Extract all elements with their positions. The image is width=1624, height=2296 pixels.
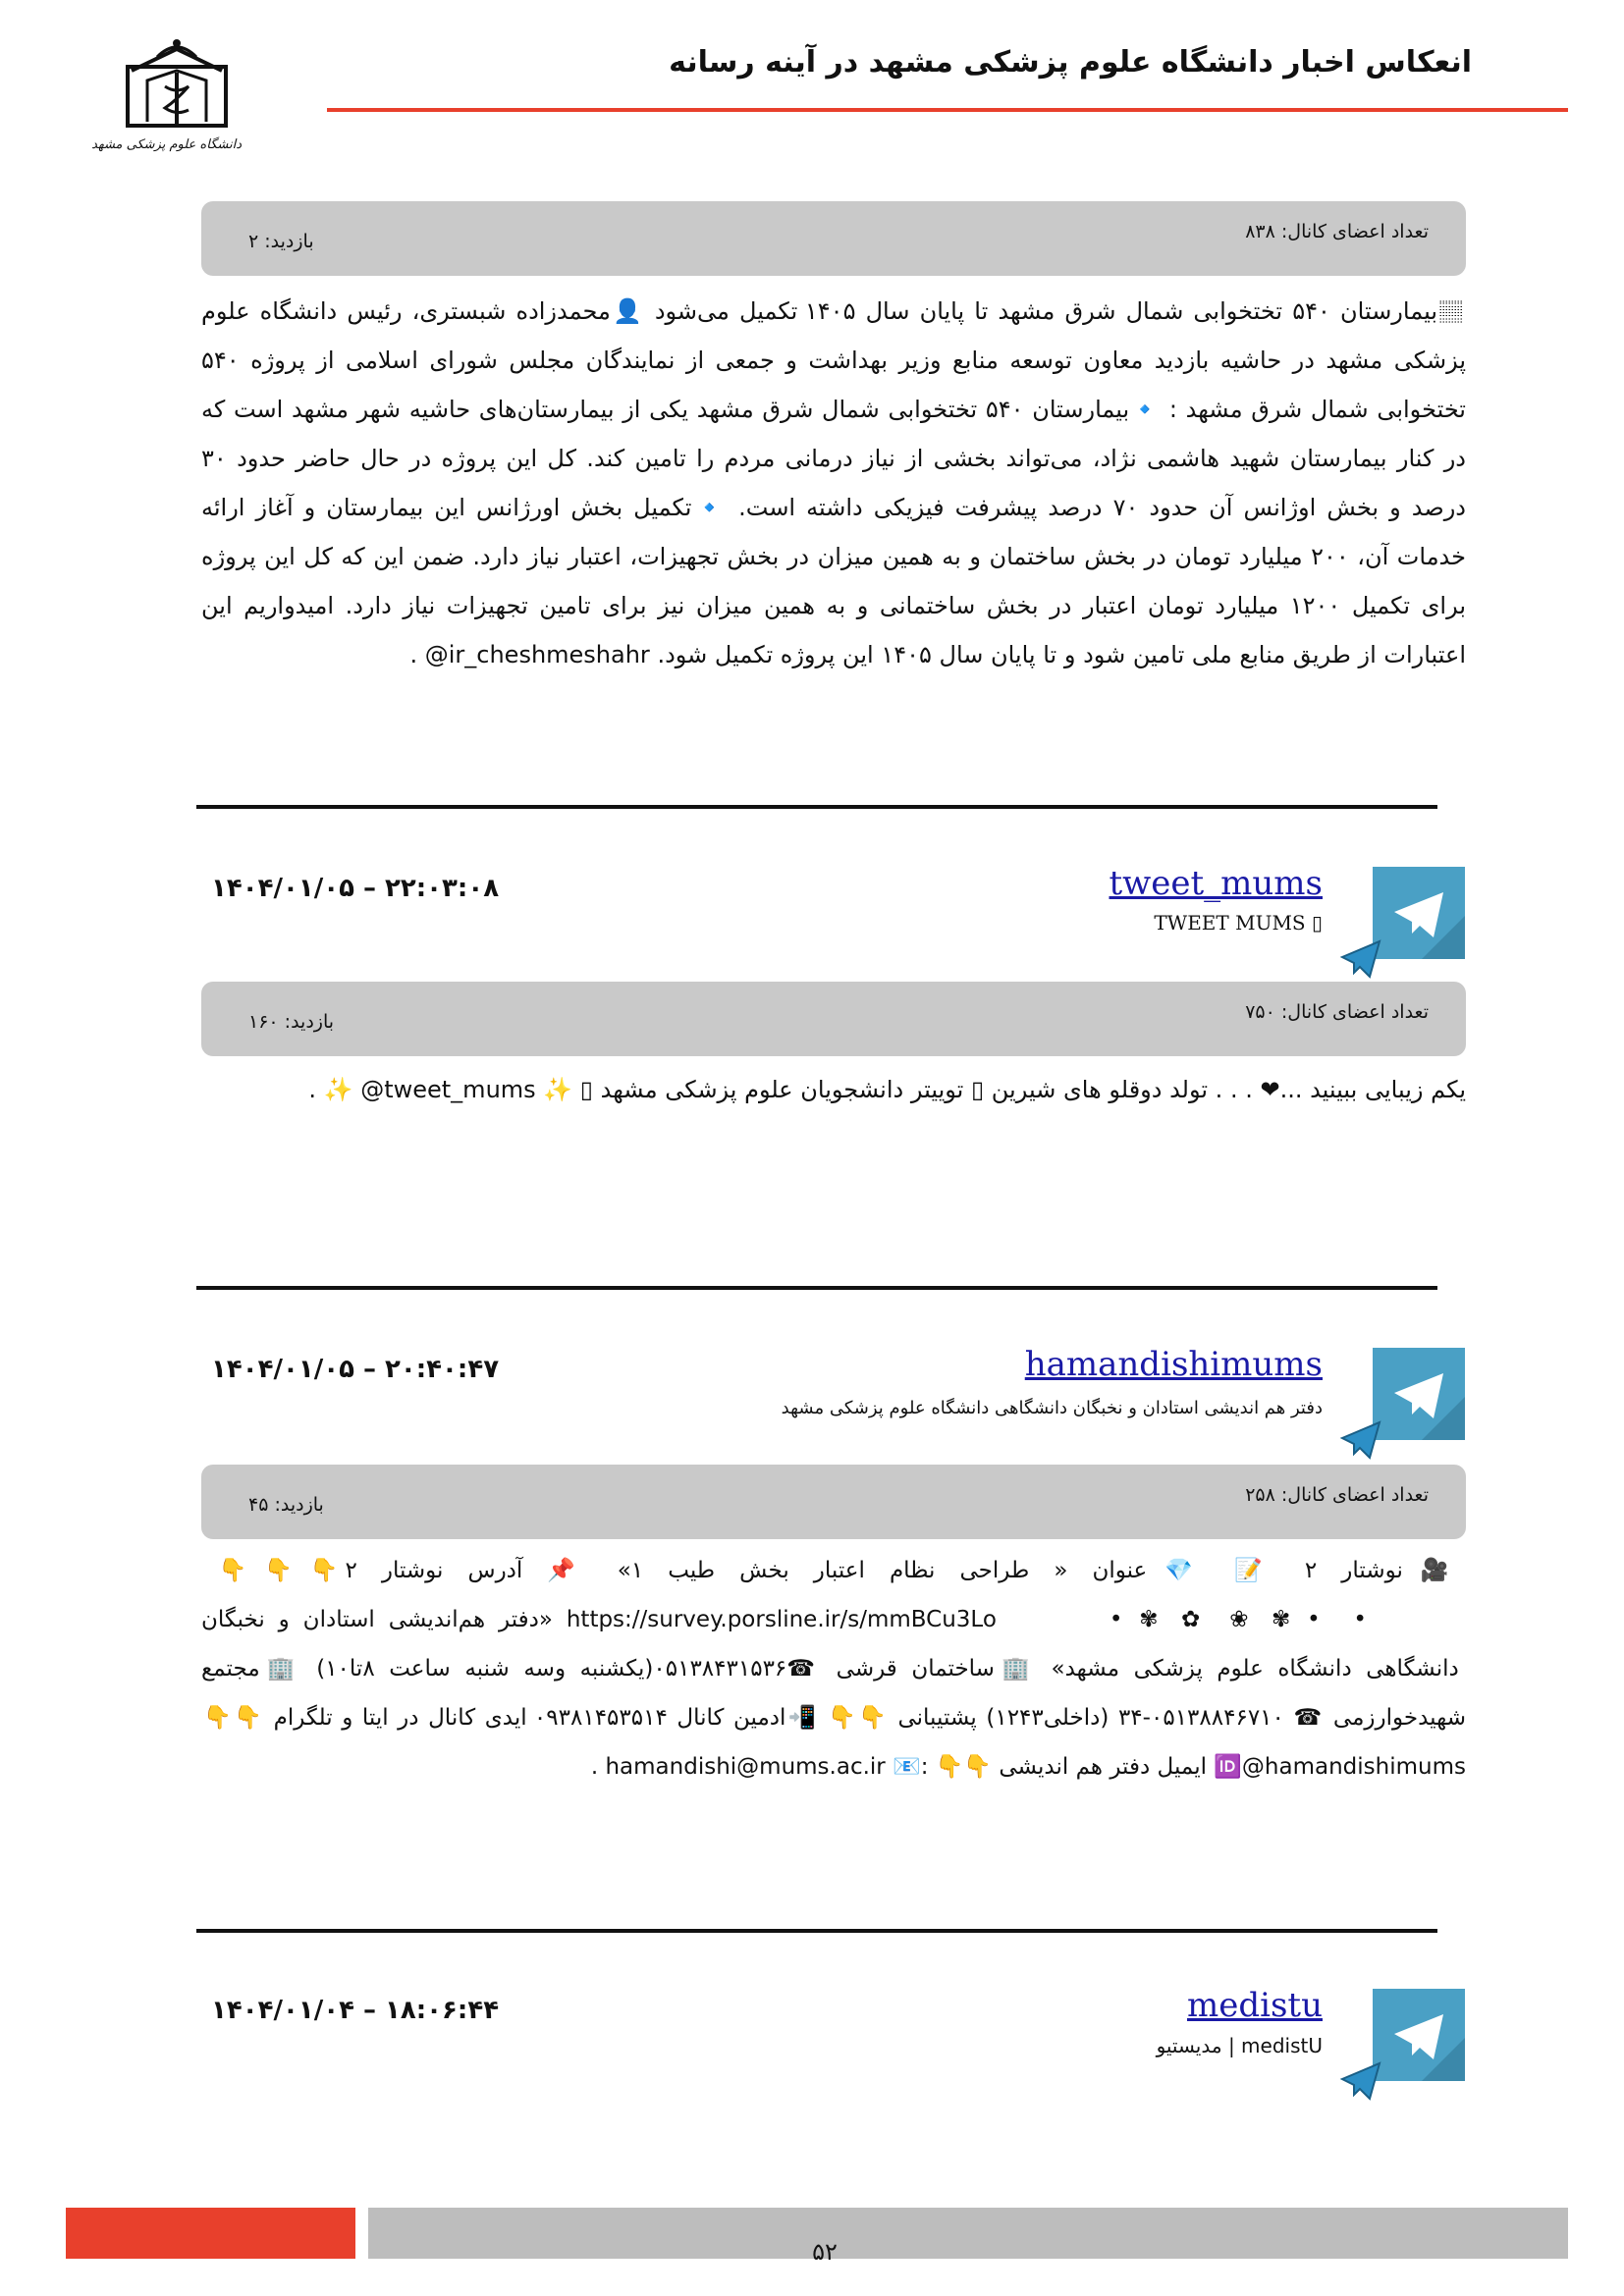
paper-plane-icon [1373, 1348, 1465, 1440]
post-views-count: بازدید: ۲ [248, 231, 314, 252]
post-body: یکم زیبایی ببینید ...❤ . . . تولد دوقلو های شیرین ▯ توییتر دانشجویان علوم پزشکی مشهد ▯ ✨ tweet_mums@ ✨ . [308, 1076, 1466, 1103]
post-stats-bar [201, 201, 1466, 276]
telegram-arrow-icon [1340, 1418, 1381, 1460]
channel-members-count: تعداد اعضای کانال: ۸۳۸ [1245, 221, 1429, 242]
channel-description: دفتر هم اندیشی استادان و نخبگان دانشگاهی دانشگاه علوم پزشکی مشهد [781, 1398, 1323, 1418]
footer-accent-bar [66, 2208, 355, 2259]
channel-name-link[interactable]: tweet_mums [1109, 864, 1323, 903]
channel-description: ▯ TWEET MUMS [1154, 911, 1323, 934]
post-divider [196, 1929, 1437, 1933]
channel-description: medistU | مدیستیو [1156, 2034, 1323, 2057]
paper-plane-icon [1373, 867, 1465, 959]
post-body: 🎥نوشتار ۲ 📝 💎عنوان « طراحی نظام اعتبار بخش طیب ۱» 📌 آدرس نوشتار ۲ 👇👇👇 https://survey.porsline.ir/s/mmBCu3Lo ⠀⠀⠀⠀⠀⠀•⠀✾⠀✿⠀❀⠀✾⠀•⠀⠀•⠀⠀⠀⠀⠀⠀ «دفتر هم‌اندیشی استادان و نخبگان دانشگاهی دانشگاه علوم پزشکی مشهد» 🏢ساختمان قرشی ☎۰۵۱۳۸۴۳۱۵۳۶(یکشنبه وسه شنبه ساعت ۸تا۱۰) 🏢مجتمع شهیدخوارزمی ☎ ۰۵۱۳۸۸۴۶۷۱۰-۳۴ (داخلی۱۲۴۳) پشتیبانی 👇👇 📲ادمین کانال ۰۹۳۸۱۴۵۳۵۱۴ ایدی کانال در ایتا و تلگرام 👇👇 🆔@hamandishimums ایمیل دفتر هم اندیشی 👇👇 :📧 hamandishi@mums.ac.ir . [201, 1558, 1466, 1780]
post-date: ۱۴۰۴/۰۱/۰۵ – ۲۰:۴۰:۴۷ [211, 1355, 500, 1384]
footer-bar [368, 2208, 1568, 2259]
channel-members-count: تعداد اعضای کانال: ۲۵۸ [1245, 1484, 1429, 1506]
telegram-arrow-icon [1340, 2059, 1381, 2101]
page-title: انعکاس اخبار دانشگاه علوم پزشکی مشهد در آینه رسانه [669, 45, 1472, 80]
page-number: ۵۲ [812, 2238, 838, 2266]
channel-name-link[interactable]: hamandishimums [1024, 1345, 1323, 1384]
paper-plane-icon [1373, 1989, 1465, 2081]
post-body: 🏽بیمارستان ۵۴۰ تختخوابی شمال شرق مشهد تا پایان سال ۱۴۰۵ تکمیل می‌شود 👤محمدزاده شبستری، رئیس دانشگاه علوم پزشکی مشهد در حاشیه بازدید معاون توسعه منابع وزیر بهداشت و جمعی از نمایندگان مجلس شورای اسلامی از پروژه ۵۴۰ تختخوابی شمال شرق مشهد : 🔹بیمارستان ۵۴۰ تختخوابی شمال شرق مشهد یکی از بیمارستان‌های حاشیه شهر مشهد است که در کنار بیمارستان شهید هاشمی نژاد، می‌تواند بخشی از نیاز درمانی مردم را تامین کند. کل این پروژه در حال حاضر حدود ۳۰ درصد و بخش اوژانس آن حدود ۷۰ درصد پیشرفت فیزیکی داشته است. 🔹تکمیل بخش اورژانس این بیمارستان و آغاز ارائه خدمات آن، ۲۰۰ میلیارد تومان در بخش ساختمان و به همین میزان در بخش تجهیزات، اعتبار نیاز دارد. ضمن این که کل این پروژه برای تکمیل ۱۲۰۰ میلیارد تومان اعتبار در بخش ساختمانی و به همین میزان نیز برای تامین تجهیزات نیاز دارد. امیدواریم این اعتبارات از طریق منابع ملی تامین شود و تا پایان سال ۱۴۰۵ این پروژه تکمیل شود. ir_cheshmeshahr@ . [201, 297, 1467, 668]
post-divider [196, 805, 1437, 809]
post-stats-bar [201, 982, 1466, 1056]
post-views-count: بازدید: ۴۵ [248, 1494, 324, 1516]
logo-caption: دانشگاه علوم پزشکی مشهد [91, 137, 242, 152]
channel-name-link[interactable]: medistu [1186, 1986, 1323, 2025]
telegram-arrow-icon [1340, 937, 1381, 979]
telegram-channel-avatar[interactable] [1373, 867, 1465, 959]
telegram-channel-avatar[interactable] [1373, 1989, 1465, 2081]
telegram-channel-avatar[interactable] [1373, 1348, 1465, 1440]
post-date: ۱۴۰۴/۰۱/۰۴ – ۱۸:۰۶:۴۴ [211, 1996, 500, 2025]
channel-members-count: تعداد اعضای کانال: ۷۵۰ [1245, 1001, 1429, 1023]
post-stats-bar [201, 1465, 1466, 1539]
post-divider [196, 1286, 1437, 1290]
post-views-count: بازدید: ۱۶۰ [248, 1011, 335, 1033]
post-date: ۱۴۰۴/۰۱/۰۵ – ۲۲:۰۳:۰۸ [211, 874, 500, 903]
title-rule [327, 108, 1568, 112]
